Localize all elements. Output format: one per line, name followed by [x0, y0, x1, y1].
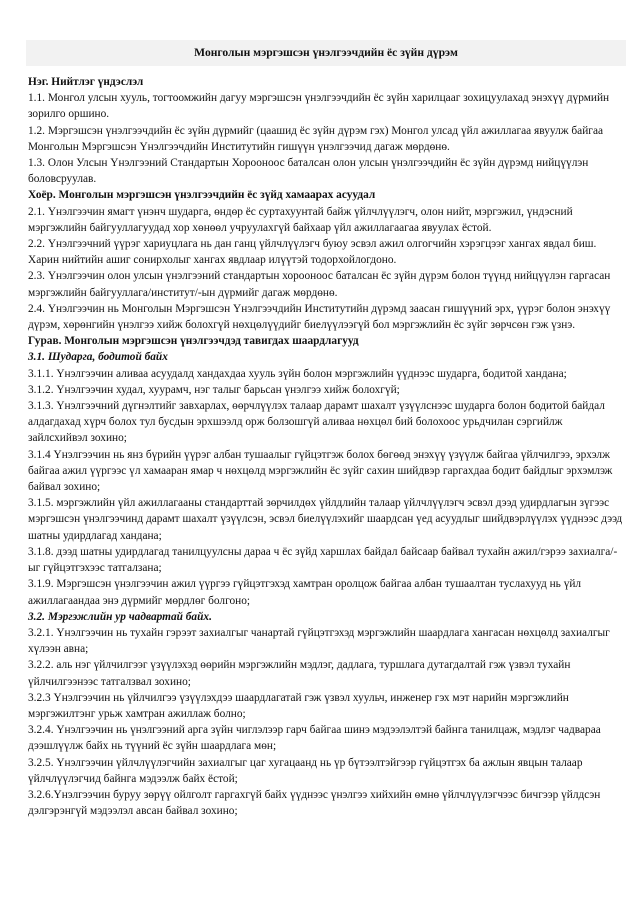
document-title: Монголын мэргэшсэн үнэлгээчдийн ёс зүйн дүрэм: [194, 45, 458, 59]
paragraph-3-2-5: 3.2.5. Үнэлгээчин үйлчлүүлэгчийн захиалгыг цаг хугацаанд нь үр бүтээлтэйгээр гүйцэтгэх ба ажлын явцын талаар үйлчлүүлэгчид байнга мэдээлж байх ёстой;: [28, 756, 583, 785]
paragraph-3-2-2: 3.2.2. аль нэг үйлчилгээг үзүүлэхэд өөрийн мэргэжлийн мэдлэг, дадлага, туршлага дутагдалтай гэж үзвэл тухайн үйлчилгээнээс татгалзвал зохино;: [28, 659, 571, 688]
subsection-3-2-heading: 3.2. Мэргэжлийн ур чадвартай байх.: [28, 610, 212, 623]
paragraph-3-1-4: 3.1.4 Үнэлгээчин нь янз бүрийн үүрэг албан тушаалыг гүйцэтгэж болох бөгөөд энэхүү үзүүлж байгаа үйлчилгээ, эрхэлж байгаа ажил үүргээс үл хамааран ямар ч нөхцөлд мэргэжлийн ёс зүйг сахин шийдвэр гаргахдаа бодит байдлыг эрхэмлэж байвал зохино;: [28, 448, 613, 494]
section-2-heading: Хоёр. Монголын мэргэшсэн үнэлгээчдийн ёс зүйд хамаарах асуудал: [28, 189, 376, 202]
document-page: [28, 40, 624, 819]
paragraph-3-2-6: 3.2.6.Үнэлгээчин буруу зөрүү ойлголт гаргахгүй байх үүднээс үнэлгээ хийхийн өмнө үйлчлүүлэгчээс бичгээр үйлдсэн дэлгэрэнгүй мэдээлэл авсан байвал зохино;: [28, 788, 601, 818]
paragraph-3-1-2: 3.1.2. Үнэлгээчин худал, хуурамч, нэг талыг барьсан үнэлгээ хийж болохгүй;: [28, 383, 400, 396]
paragraph-1-2: 1.2. Мэргэшсэн үнэлгээчдийн ёс зүйн дүрмийг (цаашид ёс зүйн дүрэм гэх) Монгол улсад үйл ажиллагаа явуулж байгаа Монголын Мэргэшсэн Үнэлгээчдийн Институтийн гишүүн үнэлгээчид дагаж мөрдөнө.: [28, 124, 604, 153]
paragraph-3-2-4: 3.2.4. Үнэлгээчин нь үнэлгээний арга зүйн чиглэлээр гарч байгаа шинэ мэдээлэлтэй байнга танилцаж, мэдлэг чадвараа дээшлүүлж байх нь түүний ёс зүйн шаардлага мөн;: [28, 724, 601, 753]
paragraph-2-1: 2.1. Үнэлгээчин ямагт үнэнч шударга, өндөр ёс суртахуунтай байж үйлчлүүлэгч, олон нийт, мэргэжил, үндэсний мэргэжлийн байгууллагуудад хор хөнөөл учруулахгүй байхаар үйл ажиллагаагаа явуулах ёстой.: [28, 205, 573, 234]
paragraph-3-1-3: 3.1.3. Үнэлгээчний дүгнэлтийг завхарлах, өөрчлүүлэх талаар дарамт шахалт үзүүлснээс шударга болон бодитой байдал алдагдахад хүрч болох тул бусдын эрхшээлд орж болзошгүй аливаа нөхцөл бий болохоос урьдчилан сэргийлж зайлсхийвэл зохино;: [28, 400, 605, 445]
paragraph-2-2: 2.2. Үнэлгээчний үүрэг хариуцлага нь дан ганц үйлчлүүлэгч буюу эсвэл ажил олгогчийн хэрэгцээг хангах явдал биш. Харин нийтийн ашиг сонирхолыг хангах явдлаар илүүтэй тодорхойлогдоно.: [28, 238, 597, 267]
title-bar: [26, 40, 626, 66]
paragraph-3-1-5: 3.1.5. мэргэжлийн үйл ажиллагааны стандарттай зөрчилдөх үйлдлийн талаар үйлчлүүлэгч эсвэл дээд удирдлагын зүгээс мэргэшсэн үнэлгээчинд дарамт шахалт үзүүлсэн, эсвэл биелүүлэхийг шаардсан үед асуудлыг шийдвэрлүүлэх үүднээс дээд шатны удирдлагад хандана;: [28, 497, 623, 542]
paragraph-2-4: 2.4. Үнэлгээчин нь Монголын Мэргэшсэн Үнэлгээчдийн Институтийн дүрэмд заасан гишүүний эрх, үүрэг болон энэхүү дүрэм, хөрөнгийн үнэлгээ хийж болохгүй нөхцөлүүдийг биелүүлээгүй бол мэргэжлийн ёс зүйг зөрчсөн гэж үзнэ.: [28, 302, 611, 332]
paragraph-3-2-1: 3.2.1. Үнэлгээчин нь тухайн гэрээт захиалгыг чанартай гүйцэтгэхэд мэргэжлийн шаардлага хангасан нөхцөлд захиалгыг хүлээн авна;: [28, 626, 610, 656]
paragraph-3-2-3: 3.2.3 Үнэлгээчин нь үйлчилгээ үзүүлэхдээ шаардлагатай гэж үзвэл хуульч, инженер гэх мэт нарийн мэргэжлийн мэргэжилтэнг урьж хамтран ажиллаж болно;: [28, 691, 569, 720]
section-1-heading: Нэг. Нийтлэг үндэслэл: [28, 76, 144, 88]
subsection-3-1-heading: 3.1. Шударга, бодитой байх: [28, 351, 168, 364]
section-3-heading: Гурав. Монголын мэргэшсэн үнэлгээчдэд тавигдах шаардлагууд: [28, 335, 359, 348]
paragraph-2-3: 2.3. Үнэлгээчин олон улсын үнэлгээний стандартын хорооноос баталсан ёс зүйн дүрэм болон түүнд нийцүүлэн гаргасан мэргэжлийн байгууллага/институт/-ын дүрмийг дагаж мөрдөнө.: [28, 270, 611, 299]
paragraph-3-1-9: 3.1.9. Мэргэшсэн үнэлгээчин ажил үүргээ гүйцэтгэхэд хамтран оролцож байгаа албан тушаалтан туслахууд нь үйл ажиллагаандаа энэ дүрмийг мөрдлөг болгоно;: [28, 578, 582, 607]
paragraph-3-1-1: 3.1.1. Үнэлгээчин аливаа асуудалд хандахдаа хууль зүйн болон мэргэжлийн үүднээс шударга, бодитой хандана;: [28, 367, 567, 380]
paragraph-3-1-8: 3.1.8. дээд шатны удирдлагад танилцуулсны дараа ч ёс зүйд харшлах байдал байсаар байвал тухайн ажил/гэрээ захиалга/-ыг гүйцэтгэхээс татгалзана;: [28, 545, 618, 575]
paragraph-1-3: 1.3. Олон Улсын Үнэлгээний Стандартын Хорооноос баталсан олон улсын үнэлгээчдийн ёс зүйн дүрэмд нийцүүлэн боловсруулав.: [28, 157, 589, 186]
paragraph-1-1: 1.1. Монгол улсын хууль, тогтоомжийн дагуу мэргэшсэн үнэлгээчдийн ёс зүйн харилцааг зохицуулахад энэхүү дүрмийн зорилго оршино.: [28, 92, 610, 121]
